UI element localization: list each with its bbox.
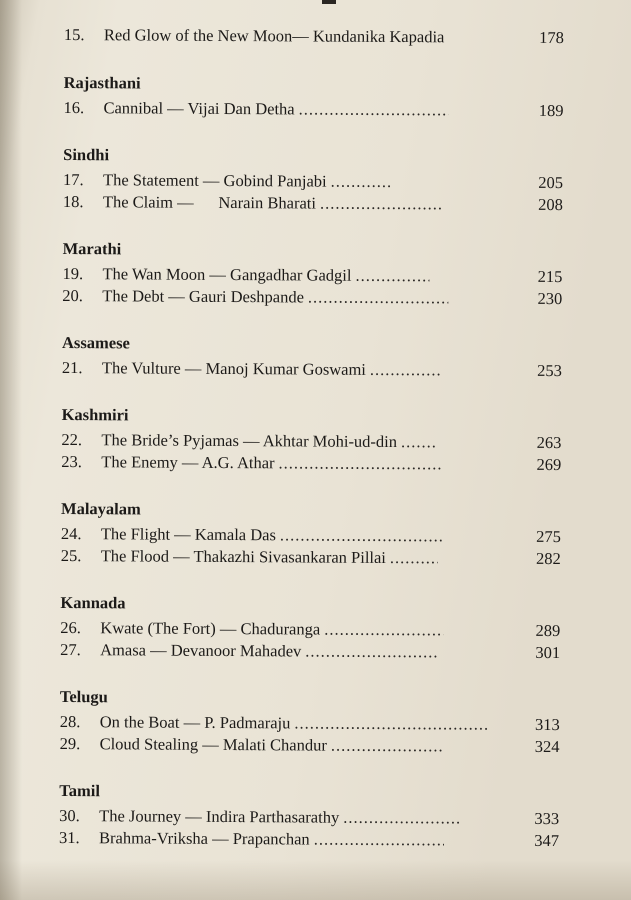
section-heading: Tamil: [59, 780, 101, 801]
entry-title: The Journey — Indira Parthasarathy: [99, 806, 340, 827]
entry-spacer: [438, 563, 521, 564]
entry-page-number: 189: [538, 100, 564, 121]
section-heading: Kannada: [60, 592, 126, 613]
table-of-contents: [59, 24, 564, 877]
entry-number: 15.: [63, 24, 85, 45]
toc-section: [63, 144, 563, 216]
entry-title: Kwate (The Fort) — Chaduranga: [100, 618, 321, 639]
entry-number: 29.: [59, 733, 81, 754]
entry-title: Cloud Stealing — Malati Chandur: [99, 734, 327, 755]
entry-number: 30.: [59, 805, 80, 826]
dot-leader: [280, 524, 442, 547]
entry-number: 21.: [61, 357, 83, 378]
dot-leader: [324, 619, 443, 642]
entry-title: Amasa — Devanoor Mahadev: [100, 640, 302, 661]
entry-number: 25.: [60, 545, 82, 566]
entry-number: 26.: [60, 617, 81, 638]
dot-leader: [343, 807, 461, 830]
entry-page-number: 275: [536, 526, 561, 547]
toc-entry: [60, 617, 560, 642]
dot-leader: [294, 712, 487, 735]
entry-number: 18.: [62, 191, 84, 212]
entry-spacer: [438, 657, 520, 658]
entry-page-number: 324: [534, 736, 560, 757]
toc-entry: [63, 191, 563, 216]
entry-title: The Enemy — A.G. Athar: [101, 452, 275, 473]
entry-title: The Claim — Narain Bharati: [102, 192, 317, 213]
entry-title: The Bride’s Pyjamas — Akhtar Mohi-ud-din: [101, 430, 398, 452]
toc-entry: [60, 711, 560, 736]
dot-leader: [308, 286, 448, 309]
toc-section: [60, 592, 560, 664]
entry-page-number: 333: [534, 808, 560, 829]
toc-entry: [59, 805, 559, 830]
toc-section-continued: [64, 24, 564, 49]
toc-entry: [61, 545, 561, 570]
entry-page-number: 301: [535, 642, 561, 663]
entry-title: The Vulture — Manoj Kumar Goswami: [101, 358, 367, 379]
toc-section: [61, 498, 561, 570]
entry-page-number: 253: [537, 360, 562, 381]
entry-title: Red Glow of the New Moon— Kundanika Kapadia: [103, 25, 445, 47]
entry-title: The Flight — Kamala Das: [100, 524, 276, 545]
section-heading: Telugu: [59, 686, 108, 707]
toc-section: [60, 686, 560, 758]
top-edge-mark: [322, 0, 336, 4]
dot-leader: [331, 171, 393, 193]
section-heading: Malayalam: [60, 498, 141, 519]
toc-sections: [59, 72, 564, 852]
section-heading: Rajasthani: [63, 72, 141, 93]
section-heading: Assamese: [61, 332, 130, 353]
toc-entry: [59, 827, 559, 852]
toc-entry: [61, 451, 561, 476]
entry-page-number: 215: [537, 266, 563, 287]
entry-page-number: 269: [536, 454, 562, 475]
entry-number: 24.: [60, 523, 82, 544]
dot-leader: [390, 547, 438, 569]
toc-section: [62, 238, 562, 310]
dot-leader: [278, 452, 442, 475]
toc-entry: [60, 733, 560, 758]
entry-number: 22.: [61, 429, 83, 450]
entry-title: Brahma-Vriksha — Prapanchan: [98, 828, 310, 849]
entry-spacer: [429, 281, 522, 282]
toc-entry: [61, 429, 561, 454]
entry-number: 17.: [62, 169, 84, 190]
entry-number: 31.: [58, 827, 80, 848]
entry-number: 16.: [63, 97, 85, 118]
toc-entry: [60, 639, 560, 664]
entry-title: The Wan Moon — Gangadhar Gadgil: [102, 264, 352, 285]
entry-page-number: 282: [535, 548, 561, 569]
entry-spacer: [437, 447, 521, 448]
entry-page-number: 178: [539, 27, 564, 48]
dot-leader: [401, 431, 437, 453]
entry-number: 19.: [62, 263, 84, 284]
page-gutter-shadow: [0, 0, 22, 900]
toc-entry: [61, 523, 561, 548]
dot-leader: [370, 359, 440, 381]
dot-leader: [299, 98, 449, 121]
toc-section: [61, 404, 561, 476]
entry-title: The Statement — Gobind Panjabi: [102, 170, 327, 191]
entry-number: 20.: [62, 285, 84, 306]
toc-section: [63, 72, 563, 122]
entry-page-number: 230: [537, 288, 563, 309]
toc-section: [62, 332, 562, 382]
section-heading: Marathi: [62, 238, 122, 259]
entry-page-number: 313: [534, 714, 560, 735]
dot-leader: [305, 640, 438, 663]
dot-leader: [355, 265, 429, 287]
entry-title: On the Boat — P. Padmaraju: [99, 712, 291, 733]
toc-entry: [63, 97, 563, 122]
section-heading: Sindhi: [63, 144, 110, 165]
entry-spacer: [393, 187, 523, 188]
entry-page-number: 347: [534, 830, 560, 851]
dot-leader: [320, 193, 442, 216]
entry-title: Cannibal — Vijai Dan Detha: [103, 98, 295, 119]
entry-page-number: 263: [536, 432, 562, 453]
toc-entry: [63, 169, 563, 194]
section-heading: Kashmiri: [61, 404, 129, 425]
entry-number: 23.: [61, 451, 83, 472]
entry-title: The Flood — Thakazhi Sivasankaran Pillai: [100, 546, 386, 567]
toc-entry: [62, 263, 562, 288]
dot-leader: [314, 829, 444, 852]
entry-page-number: 289: [535, 620, 561, 641]
toc-entry: [64, 24, 564, 49]
toc-entry: [62, 285, 562, 310]
dot-leader: [331, 735, 443, 758]
toc-section: [59, 780, 559, 852]
toc-entry: [62, 357, 562, 382]
entry-title: The Debt — Gauri Deshpande: [102, 286, 305, 307]
entry-page-number: 205: [538, 172, 564, 193]
entry-page-number: 208: [538, 194, 563, 215]
entry-number: 27.: [60, 639, 81, 660]
entry-number: 28.: [59, 711, 81, 732]
entry-spacer: [440, 375, 522, 376]
